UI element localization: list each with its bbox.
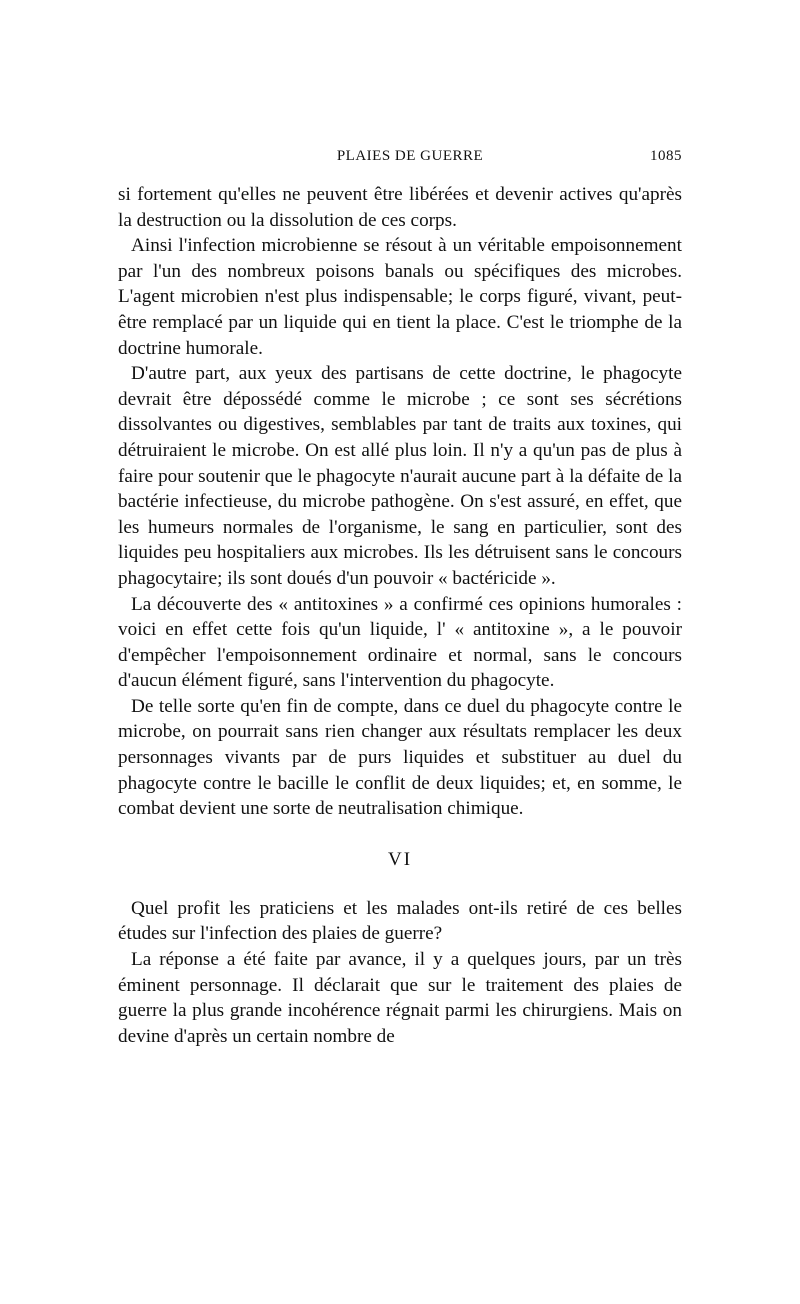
paragraph: La découverte des « antitoxines » a confirmé ces opinions humorales : voici en effet cette fois qu'un liquide, l' « antitoxine », a le pouvoir d'empêcher l'empoisonnement ordinaire et normal, sans le concours d'aucun élément figuré, sans l'intervention du phagocyte. [118,593,682,692]
paragraph: Quel profit les praticiens et les malades ont-ils retiré de ces belles études sur l'infection des plaies de guerre? [118,897,682,945]
body-text [118,182,682,1049]
running-title: PLAIES DE GUERRE [336,148,484,164]
running-head [118,148,682,170]
page-number: 1085 [650,148,682,164]
section-heading: VI [387,848,413,870]
paragraph: De telle sorte qu'en fin de compte, dans ce duel du phagocyte contre le microbe, on pourrait sans rien changer aux résultats remplacer les deux personnages vivants par de purs liquides et substituer au duel du phagocyte contre le bacille le conflit de deux liquides; et, en somme, le combat devient une sorte de neutralisation chimique. [118,695,682,820]
book-page [118,148,682,1049]
paragraph: Ainsi l'infection microbienne se résout à un véritable empoisonnement par l'un des nombreux poisons banals ou spécifiques des microbes. L'agent microbien n'est plus indispensable; le corps figuré, vivant, peut-être remplacé par un liquide qui en tient la place. C'est le triomphe de la doctrine humorale. [118,235,682,359]
paragraph: D'autre part, aux yeux des partisans de cette doctrine, le phagocyte devrait être dépossédé comme le microbe ; ce sont ses sécrétions dissolvantes ou digestives, semblables par tant de traits aux toxines, qui détruiraient le microbe. On est allé plus loin. Il n'y a qu'un pas de plus à faire pour soutenir que le phagocyte n'aurait aucune part à la défaite de la bactérie infectieuse, du microbe pathogène. On s'est assuré, en effet, que les humeurs normales de l'organisme, le sang en particulier, sont des liquides peu hospitaliers aux microbes. Ils les détruisent sans le concours phagocytaire; ils sont doués d'un pouvoir « bactéricide ». [118,363,682,589]
paragraph-continued: si fortement qu'elles ne peuvent être libérées et devenir actives qu'après la destruction ou la dissolution de ces corps. [118,184,682,231]
paragraph: La réponse a été faite par avance, il y a quelques jours, par un très éminent personnage. Il déclarait que sur le traitement des plaies de guerre la plus grande incohérence régnait parmi les chirurgiens. Mais on devine d'après un certain nombre de [118,949,682,1047]
